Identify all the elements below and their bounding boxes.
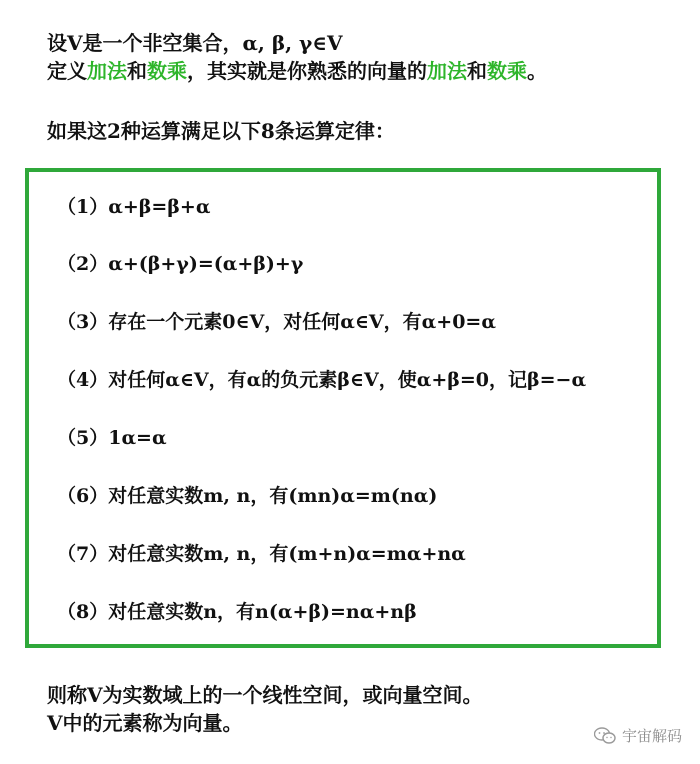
conclusion-line-2: V中的元素称为向量。 (47, 711, 243, 735)
axioms-box (25, 168, 661, 648)
axiom-5: （5）1α=α (57, 427, 167, 449)
intro-line-2-middle: ，其实就是你熟悉的向量的 (187, 59, 427, 83)
axiom-1: （1）α+β=β+α (57, 196, 211, 218)
wechat-icon (594, 727, 616, 745)
intro-line-1: 设V是一个非空集合，α, β, γ∈V (47, 31, 343, 55)
axiom-2: （2）α+(β+γ)=(α+β)+γ (57, 253, 304, 275)
addition-term-2: 加法 (427, 59, 467, 83)
watermark-text: 宇宙解码 (621, 727, 682, 745)
intro-line-2 (47, 58, 547, 84)
scalar-multiplication-term-2: 数乘 (487, 59, 527, 83)
intro-line-2-end: 。 (527, 59, 547, 83)
axiom-3: （3）存在一个元素0∈V，对任何α∈V，有α+0=α (57, 311, 496, 333)
addition-term: 加法 (87, 59, 127, 83)
scalar-multiplication-term: 数乘 (147, 59, 187, 83)
intro-line-2-and-2: 和 (467, 59, 487, 83)
conclusion-line-1: 则称V为实数域上的一个线性空间，或向量空间。 (47, 683, 483, 707)
axiom-8: （8）对任意实数n，有n(α+β)=nα+nβ (57, 601, 417, 623)
watermark (594, 725, 682, 746)
axiom-4: （4）对任何α∈V，有α的负元素β∈V，使α+β=0，记β=−α (57, 369, 587, 391)
axiom-6: （6）对任意实数m, n，有(mn)α=m(nα) (57, 485, 438, 507)
axiom-7: （7）对任意实数m, n，有(m+n)α=mα+nα (57, 543, 466, 565)
intro-line-2-prefix: 定义 (47, 59, 87, 83)
intro-line-3: 如果这2种运算满足以下8条运算定律： (47, 119, 395, 143)
intro-line-2-and: 和 (127, 59, 147, 83)
